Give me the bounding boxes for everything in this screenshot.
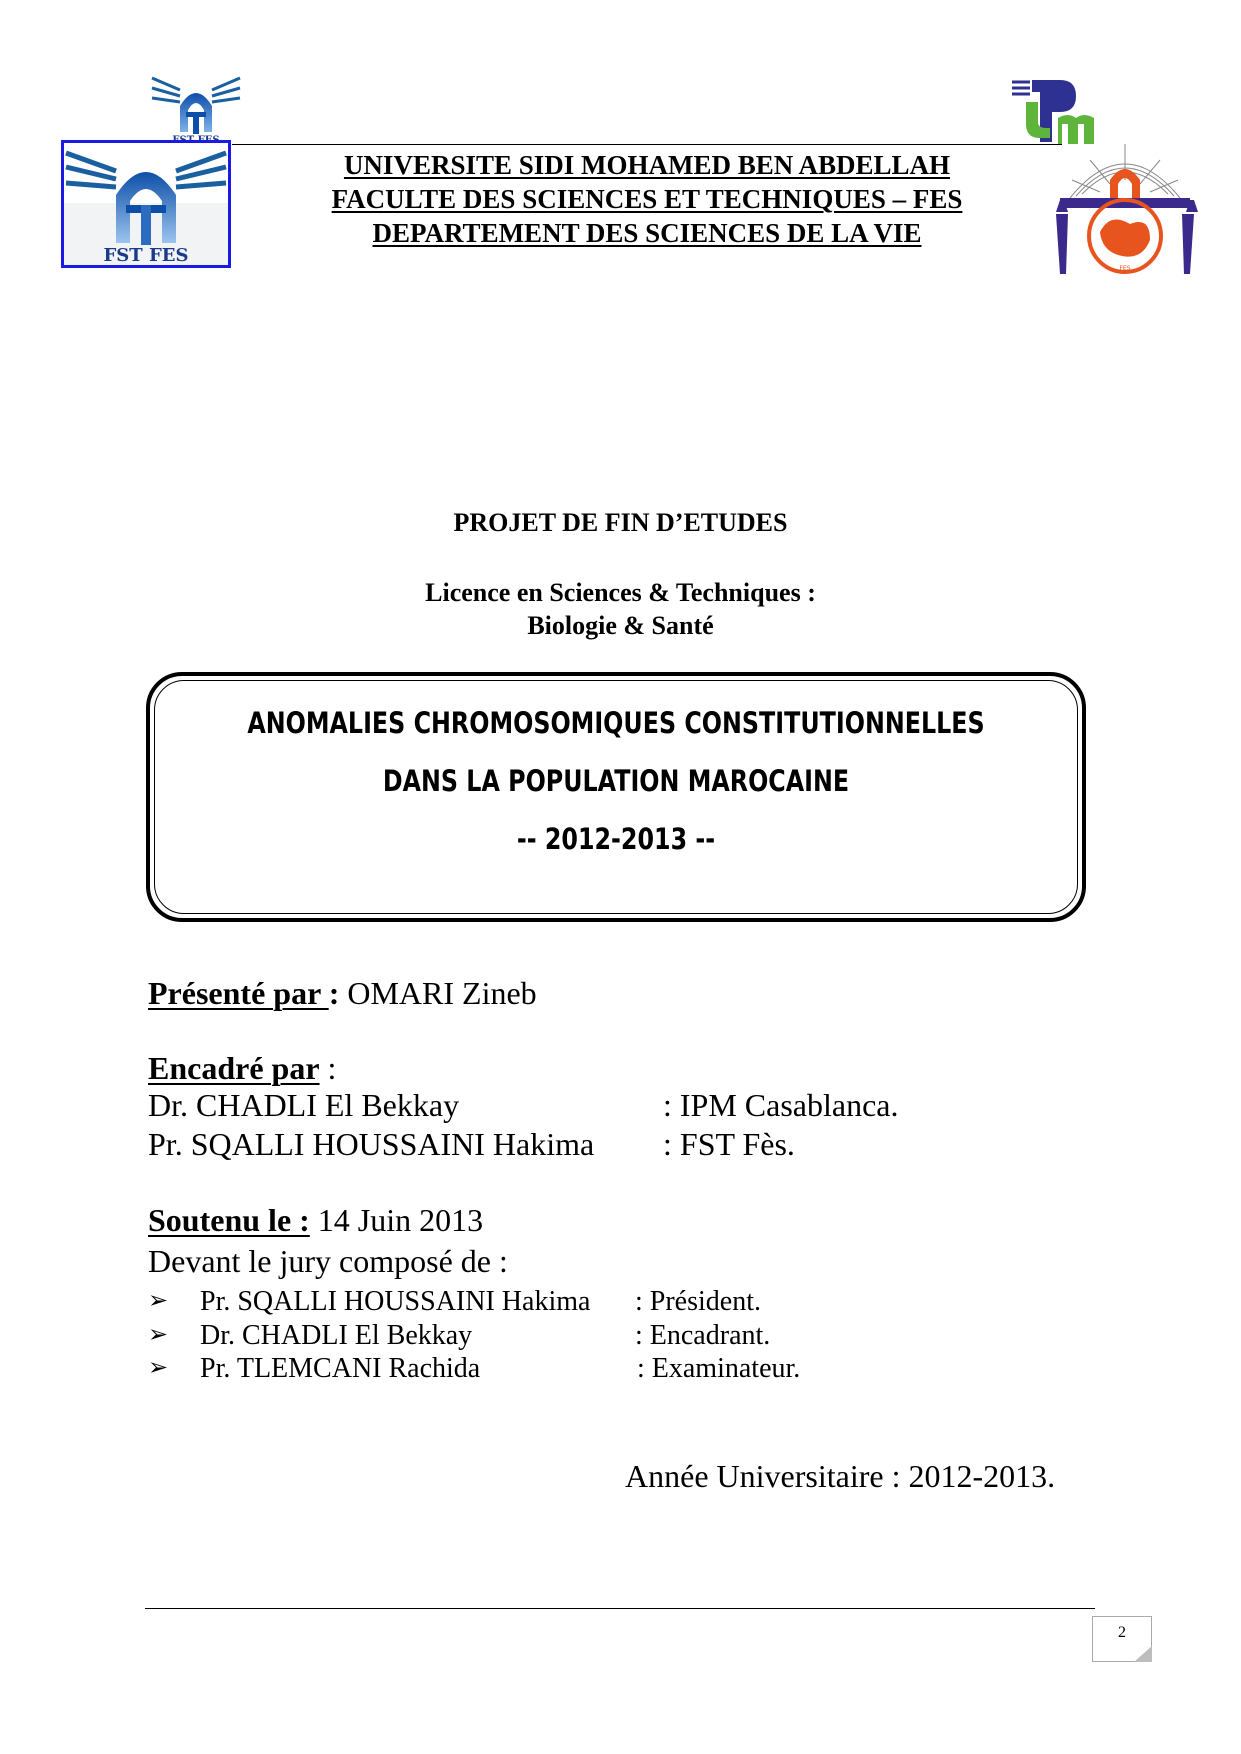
- page-number-box: [1092, 1616, 1152, 1662]
- page-curl-icon: [1134, 1646, 1152, 1662]
- thesis-title-box: [146, 672, 1086, 922]
- supervisor-name: Pr. SQALLI HOUSSAINI Hakima: [148, 1126, 595, 1162]
- presented-by-separator: :: [328, 975, 348, 1011]
- supervisor-row: [148, 1087, 899, 1124]
- supervised-by-label: Encadré par: [148, 1050, 320, 1086]
- degree-line-2: Biologie & Santé: [527, 611, 714, 640]
- arrow-bullet-icon: ➢: [148, 1353, 169, 1381]
- supervisor-name: Dr. CHADLI El Bekkay: [148, 1087, 460, 1123]
- supervisor-affiliation: : IPM Casablanca.: [663, 1087, 899, 1123]
- usmba-logo: [1050, 140, 1200, 278]
- supervisor-affiliation: : FST Fès.: [663, 1126, 795, 1162]
- ipm-emblem-icon: [1010, 76, 1110, 146]
- fst-fes-logo: [61, 140, 231, 268]
- fst-fes-logo-small: [150, 72, 242, 144]
- university-name: UNIVERSITE SIDI MOHAMED BEN ABDELLAH: [343, 150, 951, 180]
- thesis-title-year: -- 2012-2013 --: [516, 822, 716, 856]
- degree-line-1: Licence en Sciences & Techniques :: [425, 578, 816, 607]
- jury-intro: Devant le jury composé de :: [148, 1243, 508, 1279]
- jury-member-role: : Examinateur.: [637, 1353, 801, 1384]
- defense-date: [148, 1202, 483, 1239]
- thesis-title-line-2: DANS LA POPULATION MAROCAINE: [382, 764, 850, 798]
- svg-text:FES: FES: [1119, 265, 1131, 272]
- supervised-by: [148, 1050, 336, 1087]
- page-number: 2: [1118, 1624, 1126, 1641]
- project-type: PROJET DE FIN D’ETUDES: [453, 508, 788, 537]
- supervised-by-separator: :: [319, 1050, 337, 1086]
- fst-emblem-icon: [150, 72, 242, 144]
- defense-date-value: 14 Juin 2013: [309, 1202, 484, 1238]
- institution-header: [232, 148, 1062, 250]
- defense-date-label: Soutenu le :: [148, 1202, 310, 1238]
- jury-member-role: : Encadrant.: [635, 1320, 771, 1351]
- student-name: OMARI Zineb: [347, 975, 537, 1011]
- jury-member-name: Pr. TLEMCANI Rachida: [200, 1353, 481, 1384]
- jury-member-role: : Président.: [635, 1286, 761, 1317]
- usmba-emblem-icon: [1050, 140, 1200, 278]
- academic-year: Année Universitaire : 2012-2013.: [625, 1458, 1056, 1494]
- jury-member-name: Dr. CHADLI El Bekkay: [200, 1320, 473, 1351]
- supervisor-row: [148, 1126, 795, 1163]
- arrow-bullet-icon: ➢: [148, 1320, 169, 1348]
- presented-by: [148, 975, 537, 1012]
- degree: [0, 576, 1241, 642]
- footer-divider: [145, 1608, 1095, 1609]
- svg-text:FST FES: FST FES: [103, 245, 189, 265]
- fst-emblem-icon: [64, 143, 228, 265]
- header-divider: [232, 144, 1062, 145]
- thesis-title-line-1: ANOMALIES CHROMOSOMIQUES CONSTITUTIONNELLES: [247, 706, 985, 740]
- ipm-logo: [1010, 76, 1110, 146]
- presented-by-label: Présenté par: [148, 975, 329, 1011]
- arrow-bullet-icon: ➢: [148, 1286, 169, 1314]
- department-name: DEPARTEMENT DES SCIENCES DE LA VIE: [372, 218, 922, 248]
- jury-member-name: Pr. SQALLI HOUSSAINI Hakima: [200, 1286, 591, 1317]
- faculty-name: FACULTE DES SCIENCES ET TECHNIQUES – FES: [331, 184, 963, 214]
